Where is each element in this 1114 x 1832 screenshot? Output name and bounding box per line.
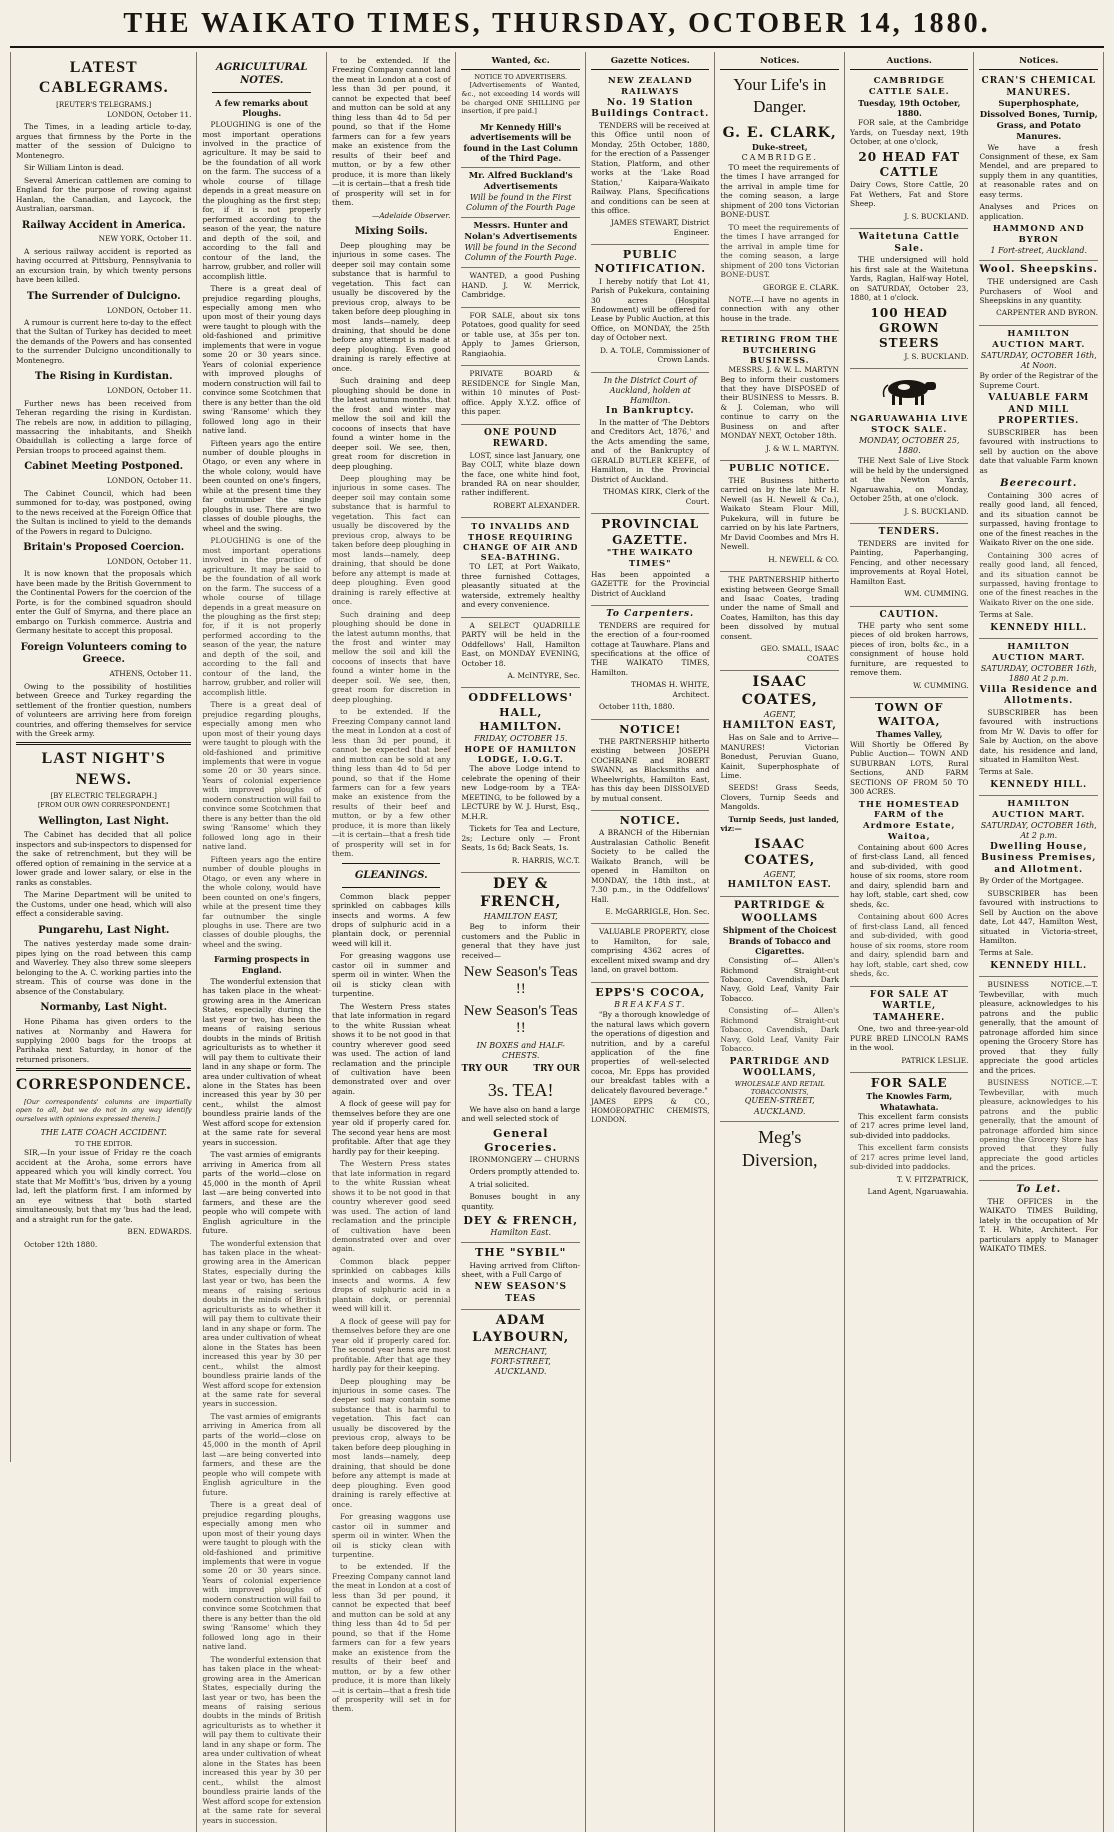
wanted-ad: WANTED, a good Pushing HAND. J. W. Merrick, Cambridge. — [461, 268, 580, 307]
ag-text-3: Fifteen years ago the entire number of double ploughs in Otago, or even any where in the whole colony, would have been counted on one's fingers, while at the present time they far outnumber the single ploughs in use. There are two classes of double ploughs, the wheel and the swing. — [202, 438, 321, 533]
cabinet-heading: Cabinet Meeting Postponed. — [24, 461, 184, 473]
notice-advertisers: NOTICE TO ADVERTISERS. — [474, 73, 568, 81]
auctions-heading: Auctions. — [850, 56, 969, 70]
epps-cocoa-ad: EPPS'S COCOA, BREAKFAST. "By a thorough knowledge of the natural laws which govern the operations of digestion and nutrition, and by a careful application of the fine properties of well-selected cocoa, Mr. Epps has provided our breakfast tables with a delicately flavoured beverage." JAMES EPPS & CO., HOMOEOPATHIC CHEMISTS, LONDON. — [590, 985, 710, 1125]
cabinet-text: The Cabinet Council, which had been summoned for to-day, was postponed, owing to the news received at the Foreign Office that the Sultan is inclined to yield to the demands of the Powers in regard to Dulcigno. — [16, 488, 192, 536]
reward-ad: ONE POUND REWARD. LOST, since last January, one Bay COLT, white blaze down the face, one white hind foot, branded RA on near shoulder, rather indifferent. ROBERT ALEXANDER. — [461, 425, 580, 519]
coach-text: SIR,—In your issue of Friday re the coach accident at the Aroha, some errors have appeared which you will kindly correct. You state that Mr Moffitt's 'bus, driven by a young lad, left the platform first. I am informed by an eye witness that both started simultaneously, but that my 'bus had the lead, and a straight run for the gate. — [16, 1148, 192, 1224]
forsale-ad: FOR SALE, about six tons Potatoes, good quality for seed or table use, at 35s per ton. Apply to James Grierson, Rangiaohia. — [461, 308, 580, 366]
column-2 — [197, 52, 327, 1832]
wartle-sale: FOR SALE AT WARTLE, TAMAHERE. One, two and three-year-old PURE BRED LINCOLN RAMS in the wool. PATRICK LESLIE. — [850, 987, 969, 1073]
notice-advertisers-text: [Advertisements of Wanted, &c., not exceeding 14 words will be charged ONE SHILLING per insertion, if pre paid.] — [461, 81, 580, 116]
megs-diversion: Meg's Diversion, — [741, 1126, 818, 1170]
railways-notice: NEW ZEALAND RAILWAYS No. 19 Station Buildings Contract. TENDERS will be received at this Office until noon of Monday, 25th October, 1880, for the erection of a Passenger Station, Platform, and other works at the 'Lake Road Station,' Kaipara-Waikato Railway. Plans, Specifications and conditions can be seen at this office. JAMES STEWART, District Engineer. — [591, 73, 710, 245]
column-5 — [586, 52, 716, 1832]
business-notice: BUSINESS NOTICE.—T. Tewbevillar, with much pleasure, acknowledges to his patrons and the public generally, that the amount of patronage afforded him since opening the Grocery Store has proved that they fully appreciate the good articles and the prices. BUSINESS NOTICE.—T. Tewbevillar, with much pleasure, acknowledges to his patrons and the public generally, that the amount of patronage afforded him since opening the Grocery Store has proved that they fully appreciate the good articles and the prices. — [979, 977, 1098, 1180]
ag-text-1-continued: PLOUGHING is one of the most important operations involved in the practice of agriculture. It may be said to be the foundation of all work on the farm. The success of a whole course of tillage depends in a great measure on the ploughing as the first step; for, if it is not properly performed according to the season of the year, the nature and depth of the soil, and according to the fall and contour of the land, the harrow, grubber, and roller will accomplish little. — [202, 536, 321, 697]
col3-text-1-continued: to be extended. If the Freezing Company cannot land the meat in London at a cost of less than 3d per pound, it cannot be expected that beef and mutton can be sold at any thing less than 4d to 5d per pound, so that if the Home farmers can for a few years make an existence from the results of their beef and mutton, or by a few other produce, it is more than likely—it is certain—that a fresh tide of prosperity will set in for them. — [331, 707, 451, 859]
correspondence-heading: CORRESPONDENCE. — [16, 1076, 192, 1094]
masthead-title: THE WAIKATO TIMES, THURSDAY, OCTOBER 14, 1880. — [123, 8, 991, 39]
rising-date: LONDON, October 11. — [107, 386, 192, 396]
cabinet-date: LONDON, October 11. — [107, 476, 192, 486]
gleanings-text-4-continued: A flock of geese will pay for themselves before they are one year old if properly cared for. The second year hens are most profitable. After that age they hardly pay for their keeping. — [331, 1316, 451, 1374]
ag-text-2: There is a great deal of prejudice regarding ploughs, especially among men who upon most of their young days were taught to plough with the old-fashioned and primitive implements that were in vogue some 20 or 30 years since. Years of colonial experience with improved ploughs of modern construction will fail to convince some Scotchmen that there is any better than the old swing 'Ransome' which they followed long ago in their native land. — [202, 284, 321, 436]
gleanings-text-2-continued: For greasing waggons use castor oil in summer and sperm oil in winter. When the oil is sticky clean with turpentine. — [331, 1512, 451, 1559]
coates-ad: ISAAC COATES, AGENT, HAMILTON EAST, Has on Sale and to Arrive— MANURES! Victorian Bonedust, Peruvian Guano, Kainit, Superphosphate of Lime. SEEDS! Grass Seeds, Clovers, Turnip Seeds and Mangolds. Turnip Seeds, just landed, viz:— ISAAC COATES, AGENT, HAMILTON EAST. — [720, 671, 839, 897]
column-4 — [456, 52, 586, 1832]
mixing-text-2-continued: Such draining and deep ploughing should be done in the latest autumn months, that the frost and winter may mellow the soil and kill the cocoons of insects that have found a winter home in the deeper soil. We see, then, great room for discretion in deep ploughing. — [331, 609, 451, 704]
rising-text: Further news has been received from Teheran regarding the rising in Kurdistan. The rebels are now, in addition to pillaging, massacring the inhabitants, and Sheikh Obaidullah is collecting a large force of Persian troops to proceed against them. — [16, 398, 192, 455]
try-our-left: TRY OUR — [461, 1064, 509, 1075]
board-ad: PRIVATE BOARD & RESIDENCE for Single Man, within 10 minutes of Post-office. Apply X.Y.Z. office of this paper. — [461, 366, 580, 424]
ag-text-2-more: There is a great deal of prejudice regarding ploughs, especially among men who upon most of their young days were taught to plough with the old-fashioned and primitive implements that were in vogue some 20 or 30 years since. Years of colonial experience with improved ploughs of modern construction will fail to convince some Scotchmen that there is any better than the old swing 'Ransome' which they followed long ago in their native land. — [202, 1500, 321, 1652]
britain-heading: Britain's Proposed Coercion. — [23, 542, 185, 554]
provincial-gazette: PROVINCIAL GAZETTE. "THE WAIKATO TIMES" Has been appointed a GAZETTE for the Provincial District of Auckland — [591, 514, 710, 606]
prospects-text-more: The wonderful extension that has taken place in the wheat-growing area in the American States, especially during the last year or two, has been the means of raising serious doubts in the minds of British agriculturists as to whether it will pay them to cultivate their land in any shape or form. The area under cultivation of wheat alone in the States has been increased this year by 30 per cent., whilst the almost boundless prairie lands of the West afford scope for extension at the same rate for several years in succession. — [202, 1654, 321, 1825]
dulcigno-text: A rumour is current here to-day to the effect that the Sultan of Turkey has decided to meet the demands of the Powers and has consented to the surrender Dulcigno unconditionally to Montenegro. — [16, 317, 192, 365]
quadrille-ad: A SELECT QUADRILLE PARTY will be held in the Oddfellows' Hall, Hamilton East, on MONDAY EVENING, October 18. A. McINTYRE, Sec. — [461, 618, 580, 689]
public-notification: PUBLIC NOTIFICATION. I hereby notify that Lot 41, Parish of Pukekura, containing 30 acres (Hospital Endowment) will be offered for Lease by Public Auction, at this Office, on MONDAY, the 25th day of October next. D. A. TOLE, Commissioner of Crown Lands. — [591, 245, 710, 372]
cablegrams-credit: [REUTER'S TELEGRAMS.] — [56, 100, 152, 109]
column-3 — [327, 52, 457, 1832]
column-7 — [845, 52, 975, 1832]
wellington-text-2: The Marine Department will be united to the Customs, under one head, which will also effect a considerable saving. — [16, 890, 192, 919]
ag-text-2-continued: There is a great deal of prejudice regarding ploughs, especially among men who upon most of their young days were taught to plough with the old-fashioned and primitive implements that were in vogue some 20 or 30 years since. Years of colonial experience with improved ploughs of modern construction will fail to convince some Scotchmen that there is any better than the old swing 'Ransome' which they followed long ago in their native land. — [202, 700, 321, 852]
coach-date: October 12th 1880. — [24, 1239, 98, 1249]
partnership-dissolved: THE PARTNERSHIP hitherto existing between George Small and Isaac Coates, trading under the name of Small and Coates, Hamilton, has this day been dissolved by mutual consent. GEO. SMALL, ISAAC COATES — [720, 572, 839, 671]
ag-text-3-continued: Fifteen years ago the entire number of double ploughs in Otago, or even any where in the whole colony, would have been counted on one's fingers, while at the present time they far outnumber the single ploughs in use. There are two classes of double ploughs, the wheel and the swing. — [202, 854, 321, 949]
foreign-text: Owing to the possibility of hostilities between Greece and Turkey regarding the settlement of the frontier question, numbers of volunteers are arriving here from foreign countries, and offering themselves for service with the Greek army. — [16, 681, 192, 738]
cable-dateline: LONDON, October 11. — [107, 109, 192, 119]
notices-heading: Notices. — [720, 56, 839, 70]
wellington-text: The Cabinet has decided that all police inspectors and sub-inspectors to dispensed for the sake of retrenchment, but they will be offered option of remaining in the service at a lower grade and lower salary, or else in the ranks as constables. — [16, 830, 192, 887]
mixing-heading: Mixing Soils. — [354, 225, 428, 237]
agricultural-heading: AGRICULTURAL NOTES. — [215, 62, 308, 86]
britain-text: It is now known that the proposals which have been made by the British Government to the Continental Powers for the coercion of the Porte, is for the combined squadron should enter the Gulf of Smyrna, and there place an embargo on Turkish commerce. Austria and Germany hesitate to accept this proposal. — [16, 569, 192, 636]
railway-date: NEW YORK, October 11. — [98, 234, 192, 244]
gleanings-text-3-continued: The Western Press states that late information in regard to the white Russian wheat shows it to be not good in that country wherever good seed was used. The action of land reclamation and the principle of cultivation have been demonstrated over and over again. — [331, 1159, 451, 1254]
knowles-farm-sale: FOR SALE The Knowles Farm, Whatawhata. This excellent farm consists of 217 acres prime level land, sub-divided into paddocks. This excellent farm consists of 217 acres prime level land, sub-divided into paddocks. T. V. FITZPATRICK, Land Agent, Ngaruawahia. — [849, 1075, 969, 1197]
gazette-heading: Gazette Notices. — [591, 56, 710, 70]
tenders-notice: TENDERS. TENDERS are invited for Painting, Paperhanging, Fencing, and other necessary improvements at Royal Hotel, Hamilton East. WM. CUMMING. — [850, 524, 969, 606]
carpenters-notice: To Carpenters. TENDERS are required for the erection of a four-roomed cottage at Tauwhare. Plans and specifications at the office of THE WAIKATO TIMES, Hamilton. THOMAS H. WHITE, Architect. October 11th, 1880. — [591, 606, 710, 720]
prospects-heading: Farming prospects in England. — [214, 954, 310, 975]
to-let-notice: To Let. THE OFFICES in the WAIKATO TIMES Building, lately in the occupation of Mr T. H. White, Architect. For particulars apply to Manager WAIKATO TIMES. — [979, 1183, 1098, 1253]
danger-heading: Your Life's in Danger. — [733, 75, 827, 116]
ngaruawahia-sale: NGARUAWAHIA LIVE STOCK SALE. MONDAY, OCTOBER 25, 1880. THE Next Sale of Live Stock will be held by the undersigned at the Newton Yards, Ngaruawahia, on Monday, October 25th, at one o'clock. J. S. BUCKLAND. — [850, 411, 969, 524]
try-our-right: TRY OUR — [533, 1064, 580, 1075]
foreign-date: ATHENS, October 11. — [109, 669, 192, 679]
pungarehu-text: The natives yesterday made some drain-pipes lying on the road between this camp and Waverley. They also threw some sleepers belonging to the A. C. working parties into the stream. This of course was done in the absence of the Constabulary. — [16, 939, 192, 996]
column-6 — [715, 52, 845, 1832]
cable-text: The Times, in a leading article to-day, argues that firmness by the Porte in the matter of the session of Dulcigno to Montenegro. — [16, 122, 192, 160]
kennedy-notice: Mr Kennedy Hill's advertisements will be found in the Last Column of the Third Page. — [461, 119, 580, 168]
clark-ad: G. E. CLARK, Duke-street, CAMBRIDGE. TO meet the requirements of the times I have arranged for the arrival in ample time for the coming season, a large shipment of 200 tons Victorian BONE-DUST. TO meet the requirements of the times I have arranged for the arrival in ample time for the coming season, a large shipment of 200 tons Victorian BONE-DUST. GEORGE E. CLARK. NOTE.—I have no agents in connection with any other house in the trade. — [720, 122, 839, 332]
waitetuna-sale: Waitetuna Cattle Sale. THE undersigned will hold his first sale at the Waitetuna Yards, Raglan, Half-way Hotel, on SATURDAY, October 23, 1880, at 1 o'clock. 100 HEAD GROWN STEERS J. S. BUCKLAND. — [850, 229, 969, 369]
buckland-notice: Mr. Alfred Buckland's Advertisements Will be found in the First Column of the Fourth Page — [461, 168, 580, 218]
cablegrams-heading: LATEST CABLEGRAMS. — [38, 59, 169, 97]
cable-text-2: Several American cattlemen are coming to England for the purpose of rowing against Hanlan, the Canadian, and Laycock, the Australian, oarsman. — [16, 175, 192, 214]
coach-to: TO THE EDITOR. — [74, 1140, 133, 1149]
mixing-text-continued: Deep ploughing may be injurious in some cases. The deeper soil may contain some substance that is harmful to vegetation. This fact can usually be discovered by the previous crop, always to be taken before deep ploughing in most lands—namely, deep draining, that should be done before any attempt is made at deep ploughing. Even good draining is rarely effective at once. — [331, 474, 451, 607]
caution-notice: CAUTION. THE party who sent some pieces of old broken harrows, pieces of iron, bolts &c., in a consignment of house hold furniture, are requested to remove them. W. CUMMING. — [850, 607, 969, 699]
col3-credit: —Adelaide Observer. — [371, 210, 451, 220]
gleanings-heading: GLEANINGS. — [354, 869, 428, 881]
dey-french-ad: DEY & FRENCH, HAMILTON EAST, Beg to inform their customers and the Public in general that they have just received— New Season's Teas !! New Season's Teas !! IN BOXES and HALF-CHESTS. TRY OUR TRY OUR 3s. TEA! We have also on hand a large and well selected stock of General Groceries. IRONMONGERY — CHURNS Orders promptly attended to. A trial solicited. Bonuses bought in any quantity. DEY & FRENCH, Hamilton East. — [461, 873, 580, 1243]
wellington-heading: Wellington, Last Night. — [38, 815, 169, 827]
cow-illustration — [874, 373, 944, 407]
partnership-notice: NOTICE! THE PARTNERSHIP hitherto existing between JOSEPH COCHRANE and ROBERT SWANN, as Blacksmiths and Wheelwrights, Hamilton East, has this day been DISSOLVED by mutual consent. — [591, 720, 710, 811]
hunter-notice: Messrs. Hunter and Nolan's Advertisements Will be found in the Second Column of the Fourth Page. — [461, 218, 580, 268]
dwelling-auction: HAMILTON AUCTION MART. SATURDAY, OCTOBER 16th, At 2 p.m. Dwelling House, Business Premises, and Allotment. By Order of the Mortgagee. SUBSCRIBER has been favoured with instructions to Sell by Auction on the above date, Lot 447, Hamilton West, situated in Victoria-street, Hamilton. Terms at Sale. KENNEDY HILL. — [979, 796, 1098, 977]
sybil-ad: THE "SYBIL" Having arrived from Clifton-sheet, with a Full Cargo of NEW SEASON'S TEAS — [461, 1243, 580, 1310]
gleanings-text-4: A flock of geese will pay for themselves before they are one year old if properly cared for. The second year hens are most profitable. After that age they hardly pay for their keeping. — [331, 1099, 451, 1156]
partridge-ad: PARTRIDGE & WOOLLAMS Shipment of the Choicest Brands of Tobacco and Cigarettes. Consisting of— Allen's Richmond Straight-cut Tobacco, Cavendish, Dark Navy, Gold Leaf, Vanity Fair Tobacco. Consisting of— Allen's Richmond Straight-cut Tobacco, Cavendish, Dark Navy, Gold Leaf, Vanity Fair Tobacco. PARTRIDGE AND WOOLLAMS, WHOLESALE AND RETAIL TOBACCONISTS, QUEEN-STREET, AUCKLAND. — [720, 897, 839, 1122]
gleanings-text-2: For greasing waggons use castor oil in summer and sperm oil in winter. When the oil is sticky clean with turpentine. — [331, 951, 451, 999]
coach-sign: BEN. EDWARDS. — [127, 1227, 192, 1237]
mixing-text-more: Deep ploughing may be injurious in some cases. The deeper soil may contain some substance that is harmful to vegetation. This fact can usually be discovered by the previous crop, always to be taken before deep ploughing in most lands—namely, deep draining, that should be done before any attempt is made at deep ploughing. Even good draining is rarely effective at once. — [331, 1376, 451, 1509]
mixing-text: Deep ploughing may be injurious in some cases. The deeper soil may contain some substance that is harmful to vegetation. This fact can usually be discovered by the previous crop, always to be taken before deep ploughing in most lands—namely, deep draining, that should be done before any attempt is made at deep ploughing. Even good draining is rarely effective at once. — [331, 240, 451, 373]
dulcigno-date: LONDON, October 11. — [107, 305, 192, 315]
britain-date: LONDON, October 11. — [107, 556, 192, 566]
col3-text-1: to be extended. If the Freezing Company cannot land the meat in London at a cost of less than 3d per pound, it cannot be expected that beef and mutton can be sold at any thing less than 4d to 5d per pound, so that if the Home farmers can for a few years make an existence from the results of their beef and mutton, or by a few other produce, it is more than likely—it is certain—that a fresh tide of prosperity will set in for them. — [331, 56, 451, 208]
prospects-text: The wonderful extension that has taken place in the wheat-growing area in the American States, especially during the last year or two, has been the means of raising serious doubts in the minds of British agriculturists as to whether it will pay them to cultivate their land in any shape or form. The area under cultivation of wheat alone in the States has been increased this year by 30 per cent., whilst the almost boundless prairie lands of the West afford scope for extension at the same rate for several years in succession. — [202, 976, 321, 1147]
beerecourt-auction: HAMILTON AUCTION MART. SATURDAY, OCTOBER 16th, At Noon. By order of the Registrar of the Supreme Court. VALUABLE FARM AND MILL PROPERTIES. SUBSCRIBER has been favoured with instructions to sell by auction on the above date that valuable Farm known as Beerecourt. Containing 300 acres of really good land, all fenced, and its situation cannot be surpassed, having frontage to one of the finest reaches in the Waikato River on the one side. Containing 300 acres of really good land, all fenced, and its situation cannot be surpassed, having frontage to one of the finest reaches in the Waikato River on the one side. Terms at Sale. KENNEDY HILL. — [979, 326, 1098, 639]
laybourn-ad: ADAM LAYBOURN, MERCHANT, FORT-STREET, AUCKLAND. — [472, 1313, 570, 1377]
gleanings-text-continued: Common black pepper sprinkled on cabbages kills insects and worms. A few drops of sulphuric acid in a plantain dock, or perennial weed will kill it. — [331, 1256, 451, 1314]
oddfellows-ad: ODDFELLOWS' HALL, HAMILTON. FRIDAY, OCTOBER 15. HOPE OF HAMILTON LODGE, I.O.G.T. The above Lodge intend to celebrate the opening of their new Lodge-room by a TEA-MEETING, to be followed by a LECTURE by W. J. Hurst, Esq., M.H.R. Tickets for Tea and Lecture, 2s; Lecture only — Front Seats, 1s 6d; Back Seats, 1s. R. HARRIS, W.C.T. — [461, 688, 580, 873]
dulcigno-heading: The Surrender of Dulcigno. — [26, 290, 181, 302]
wool-ad: Wool. Sheepskins. THE undersigned are Cash Purchasers of Wool and Sheepskins in any quantity. CARPENTER AND BYRON. — [979, 261, 1098, 326]
hibernian-notice: NOTICE. A BRANCH of the Hibernian Australasian Catholic Benefit Society to be called the Waikato Branch, will be opened in Hamilton on MONDAY, the 18th inst., at 7.30 p.m., in the Oddfellows' Hall. E. McGARRIGLE, Hon. Sec. — [591, 811, 710, 924]
bankruptcy-notice: In the District Court of Auckland, holden at Hamilton. In Bankruptcy. In the matter of 'The Debtors and Creditors Act, 1876,' and the Acts amending the same, and of the Bankruptcy of GERALD BUTLER KEEFE, of Hamilton, in the Provincial District of Auckland. THOMAS KIRK, Clerk of the Court. — [591, 373, 710, 514]
col3-text-1-more: to be extended. If the Freezing Company cannot land the meat in London at a cost of less than 3d per pound, it cannot be expected that beef and mutton can be sold at any thing less than 4d to 5d per pound, so that if the Home farmers can for a few years make an existence from the results of their beef and mutton, or by a few other produce, it is more than likely—it is certain—that a fresh tide of prosperity will set in for them. — [331, 1562, 451, 1714]
gleanings-text: Common black pepper sprinkled on cabbages kills insects and worms. A few drops of sulphuric acid in a plantain dock, or perennial weed will kill it. — [331, 891, 451, 948]
mixing-text-2: Such draining and deep ploughing should be done in the latest autumn months, that the frost and winter may mellow the soil and kill the cocoons of insects that have found a winter home in the deeper soil. We see, then, great room for discretion in deep ploughing. — [331, 376, 451, 471]
correspondence-note: [Our correspondents' columns are impartially open to all, but we do not in any way identify ourselves with opinions expressed therein.] — [16, 1097, 192, 1123]
pungarehu-heading: Pungarehu, Last Night. — [38, 924, 170, 936]
normanby-text: Hone Pihama has given orders to the natives at Normanby and Hawera for supplying 2000 bags for the troops at Parihaka next Saturday, in honor of the returned prisoners. — [16, 1017, 192, 1064]
night-credit: [BY ELECTRIC TELEGRAPH.] — [50, 792, 157, 801]
rising-heading: The Rising in Kurdistan. — [34, 371, 173, 383]
columns — [10, 52, 1104, 1825]
masthead — [10, 8, 1104, 48]
normanby-heading: Normanby, Last Night. — [40, 1002, 168, 1014]
invalids-ad: TO INVALIDS AND THOSE REQUIRING CHANGE OF AIR AND SEA-BATHING. TO LET, at Port Waikato, three furnished Cottages, pleasantly situated at the waterside, extremely healthy and every convenience. — [461, 518, 580, 617]
foreign-heading: Foreign Volunteers coming to Greece. — [20, 641, 187, 666]
coach-heading: THE LATE COACH ACCIDENT. — [40, 1127, 167, 1137]
villa-auction: HAMILTON AUCTION MART. SATURDAY, OCTOBER 16th, 1880 At 2 p.m. Villa Residence and Allotments. SUBSCRIBER has been favoured with instructions from Mr W. Davis to offer for Sale by Auction, on the above date, his residence and land, situated in Hamilton West. Terms at Sale. KENNEDY HILL. — [979, 639, 1098, 796]
night-sub: [FROM OUR OWN CORRESPONDENT.] — [37, 801, 170, 810]
prospects-text-2-continued: The vast armies of emigrants arriving in America from all parts of the world—close on 45,000 in the month of April last —are being converted into farmers, and these are the people who will compete with English agriculture in the future. — [202, 1411, 321, 1497]
gleanings-text-3: The Western Press states that late information in regard to the white Russian wheat shows it to be not good in that country wherever good seed was used. The action of land reclamation and the principle of cultivation have been demonstrated over and over again. — [331, 1001, 451, 1096]
divider — [16, 742, 191, 745]
waitoa-sale: TOWN OF WAITOA, Thames Valley, Will Shortly be Offered By Public Auction— TOWN AND SUBURBAN LOTS, Rural Sections, AND FARM SECTIONS OF FROM 50 TO 300 ACRES. THE HOMESTEAD FARM of the Ardmore Estate, Waitoa, Containing about 600 Acres of first-class Land, all fenced and sub-divided, with good house of six rooms, store room and dairy, splendid barn and hay loft, stable, cart shed, cow sheds, &c. Containing about 600 Acres of first-class Land, all fenced and sub-divided, with good house of six rooms, store room and dairy, splendid barn and hay loft, stable, cart shed, cow sheds, &c. — [850, 698, 969, 986]
railway-text: A serious railway accident is reported as having occurred at Pittsburg, Pennsylvania to an excursion train, by which twenty persons have been killed. — [16, 246, 192, 285]
column-1 — [11, 52, 197, 1832]
ag-text-1: PLOUGHING is one of the most important operations involved in the practice of agriculture. It may be said to be the foundation of all work on the farm. The success of a whole course of tillage depends in a great measure on the ploughing as the first step; for, if it is not properly performed according to the season of the year, the nature and depth of the soil, and according to the fall and contour of the land, the harrow, grubber, and roller will accomplish little. — [202, 120, 321, 281]
three-shilling-tea: 3s. TEA! — [487, 1080, 554, 1100]
crans-manures-ad: CRAN'S CHEMICAL MANURES. Superphosphate, Dissolved Bones, Turnip, Grass, and Potato Manures. We have a fresh Consignment of these, ex Sam Mendel, and are prepared to supply them in any quantities, at reasonable rates and on easy terms. Analyses and Prices on application. HAMMOND AND BYRON 1 Fort-street, Auckland. — [979, 73, 1098, 261]
prospects-text-2: The vast armies of emigrants arriving in America from all parts of the world—close on 45,000 in the month of April last —are being converted into farmers, and these are the people who will compete with English agriculture in the future. — [202, 1150, 321, 1236]
newell-notice: PUBLIC NOTICE. THE Business hitherto carried on by the late Mr H. Newell (as H. Newell & Co.), Waikato Steam Flour Mill, Pukekura, will in future be carried on by his late Partners, Mr David Coombes and Mrs H. Newell. H. NEWELL & CO. — [720, 461, 839, 572]
cable-note: Sir William Linton is dead. — [24, 163, 124, 173]
column-8 — [974, 52, 1104, 1832]
notices-heading-2: Notices. — [979, 56, 1098, 70]
divider — [16, 1068, 191, 1071]
cambridge-cattle-sale: CAMBRIDGE CATTLE SALE. Tuesday, 19th October, 1880. FOR sale, at the Cambridge Yards, on Tuesday next, 19th October, at one o'clock, 20 HEAD FAT CATTLE Dairy Cows, Store Cattle, 20 Fat Wethers, Fat and Store Sheep. J. S. BUCKLAND. — [850, 73, 969, 229]
valuable-property-ad: VALUABLE PROPERTY, close to Hamilton, for sale, comprising 4362 acres of excellent mixed swamp and dry land, on gravel bottom. — [591, 924, 710, 982]
butcher-notice: RETIRING FROM THE BUTCHERING BUSINESS. MESSRS. J. & W. L. MARTYN Beg to inform their customers that they have DISPOSED of their BUSINESS to Messrs. B. & J. Coleman, who will continue to carry on the Business on and after MONDAY NEXT, October 18th. J. & W. L. MARTYN. — [720, 331, 839, 461]
prospects-text-continued: The wonderful extension that has taken place in the wheat-growing area in the American States, especially during the last year or two, has been the means of raising serious doubts in the minds of British agriculturists as to whether it will pay them to cultivate their land in any shape or form. The area under cultivation of wheat alone in the States has been increased this year by 30 per cent., whilst the almost boundless prairie lands of the West afford scope for extension at the same rate for several years in succession. — [202, 1238, 321, 1409]
wanted-heading: Wanted, &c. — [461, 56, 580, 70]
railway-heading: Railway Accident in America. — [21, 219, 186, 231]
ploughs-subheading: A few remarks about Ploughs. — [215, 97, 309, 118]
last-night-heading: LAST NIGHT'S NEWS. — [41, 750, 166, 788]
